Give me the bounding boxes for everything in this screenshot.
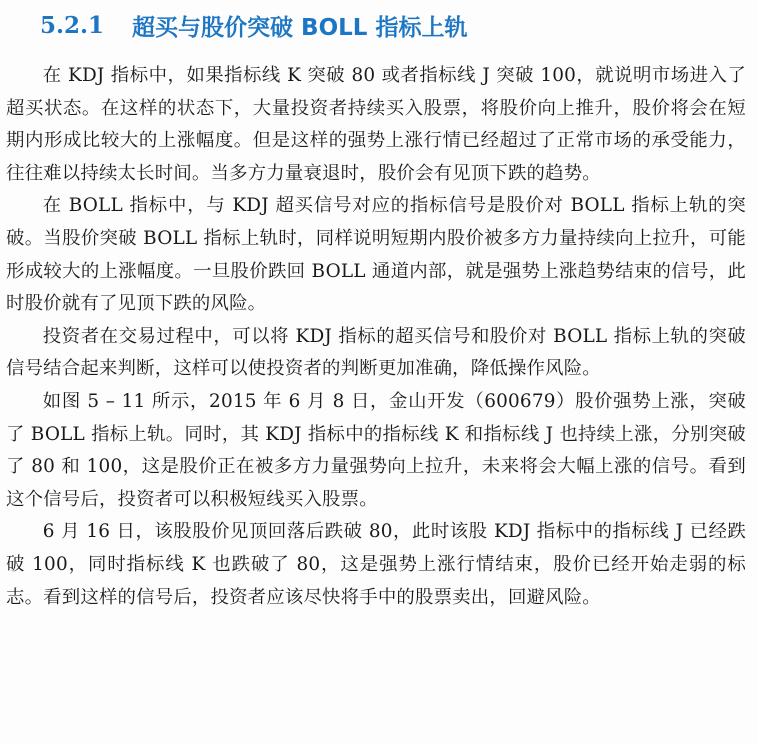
section-title: 超买与股价突破 BOLL 指标上轨 xyxy=(132,14,468,41)
paragraph-boll-upper-band: 在 BOLL 指标中，与 KDJ 超买信号对应的指标信号是股价对 BOLL 指标上轨的突破。当股价突破 BOLL 指标上轨时，同样说明短期内股价被多方力量持续向上拉升，可能形成较大的上涨幅度。一旦股价跌回 BOLL 通道内部，就是强势上涨趋势结束的信号，此时股价就有了见顶下跌的风险。 xyxy=(6,195,746,315)
paragraph-kdj-overbought: 在 KDJ 指标中，如果指标线 K 突破 80 或者指标线 J 突破 100，就说明市场进入了超买状态。在这样的状态下，大量投资者持续买入股票，将股价向上推升，股价将会在短期内形成比较大的上涨幅度。但是这样的强势上涨行情已经超过了正常市场的承受能力，往往难以持续太长时间。当多方力量衰退时，股价会有见顶下跌的趋势。 xyxy=(6,65,746,184)
paragraph-example-sell: 6 月 16 日，该股股价见顶回落后跌破 80，此时该股 KDJ 指标中的指标线 J 已经跌破 100，同时指标线 K 也跌破了 80，这是强势上涨行情结束，股价已经开始走弱的标志。看到这样的信号后，投资者应该尽快将手中的股票卖出，回避风险。 xyxy=(6,521,746,608)
paragraph-combined-signals: 投资者在交易过程中，可以将 KDJ 指标的超买信号和股价对 BOLL 指标上轨的突破信号结合起来判断，这样可以使投资者的判断更加准确，降低操作风险。 xyxy=(6,325,746,380)
section-heading xyxy=(40,8,467,42)
section-number: 5.2.1 xyxy=(40,11,105,39)
body-text xyxy=(6,60,746,614)
paragraph-example-buy: 如图 5 – 11 所示，2015 年 6 月 8 日，金山开发（600679）股价强势上涨，突破了 BOLL 指标上轨。同时，其 KDJ 指标中的指标线 K 和指标线 J 也持续上涨，分别突破了 80 和 100，这是股价正在被多方力量强势向上拉升，未来将会大幅上涨的信号。看到这个信号后，投资者可以积极短线买入股票。 xyxy=(6,390,746,510)
